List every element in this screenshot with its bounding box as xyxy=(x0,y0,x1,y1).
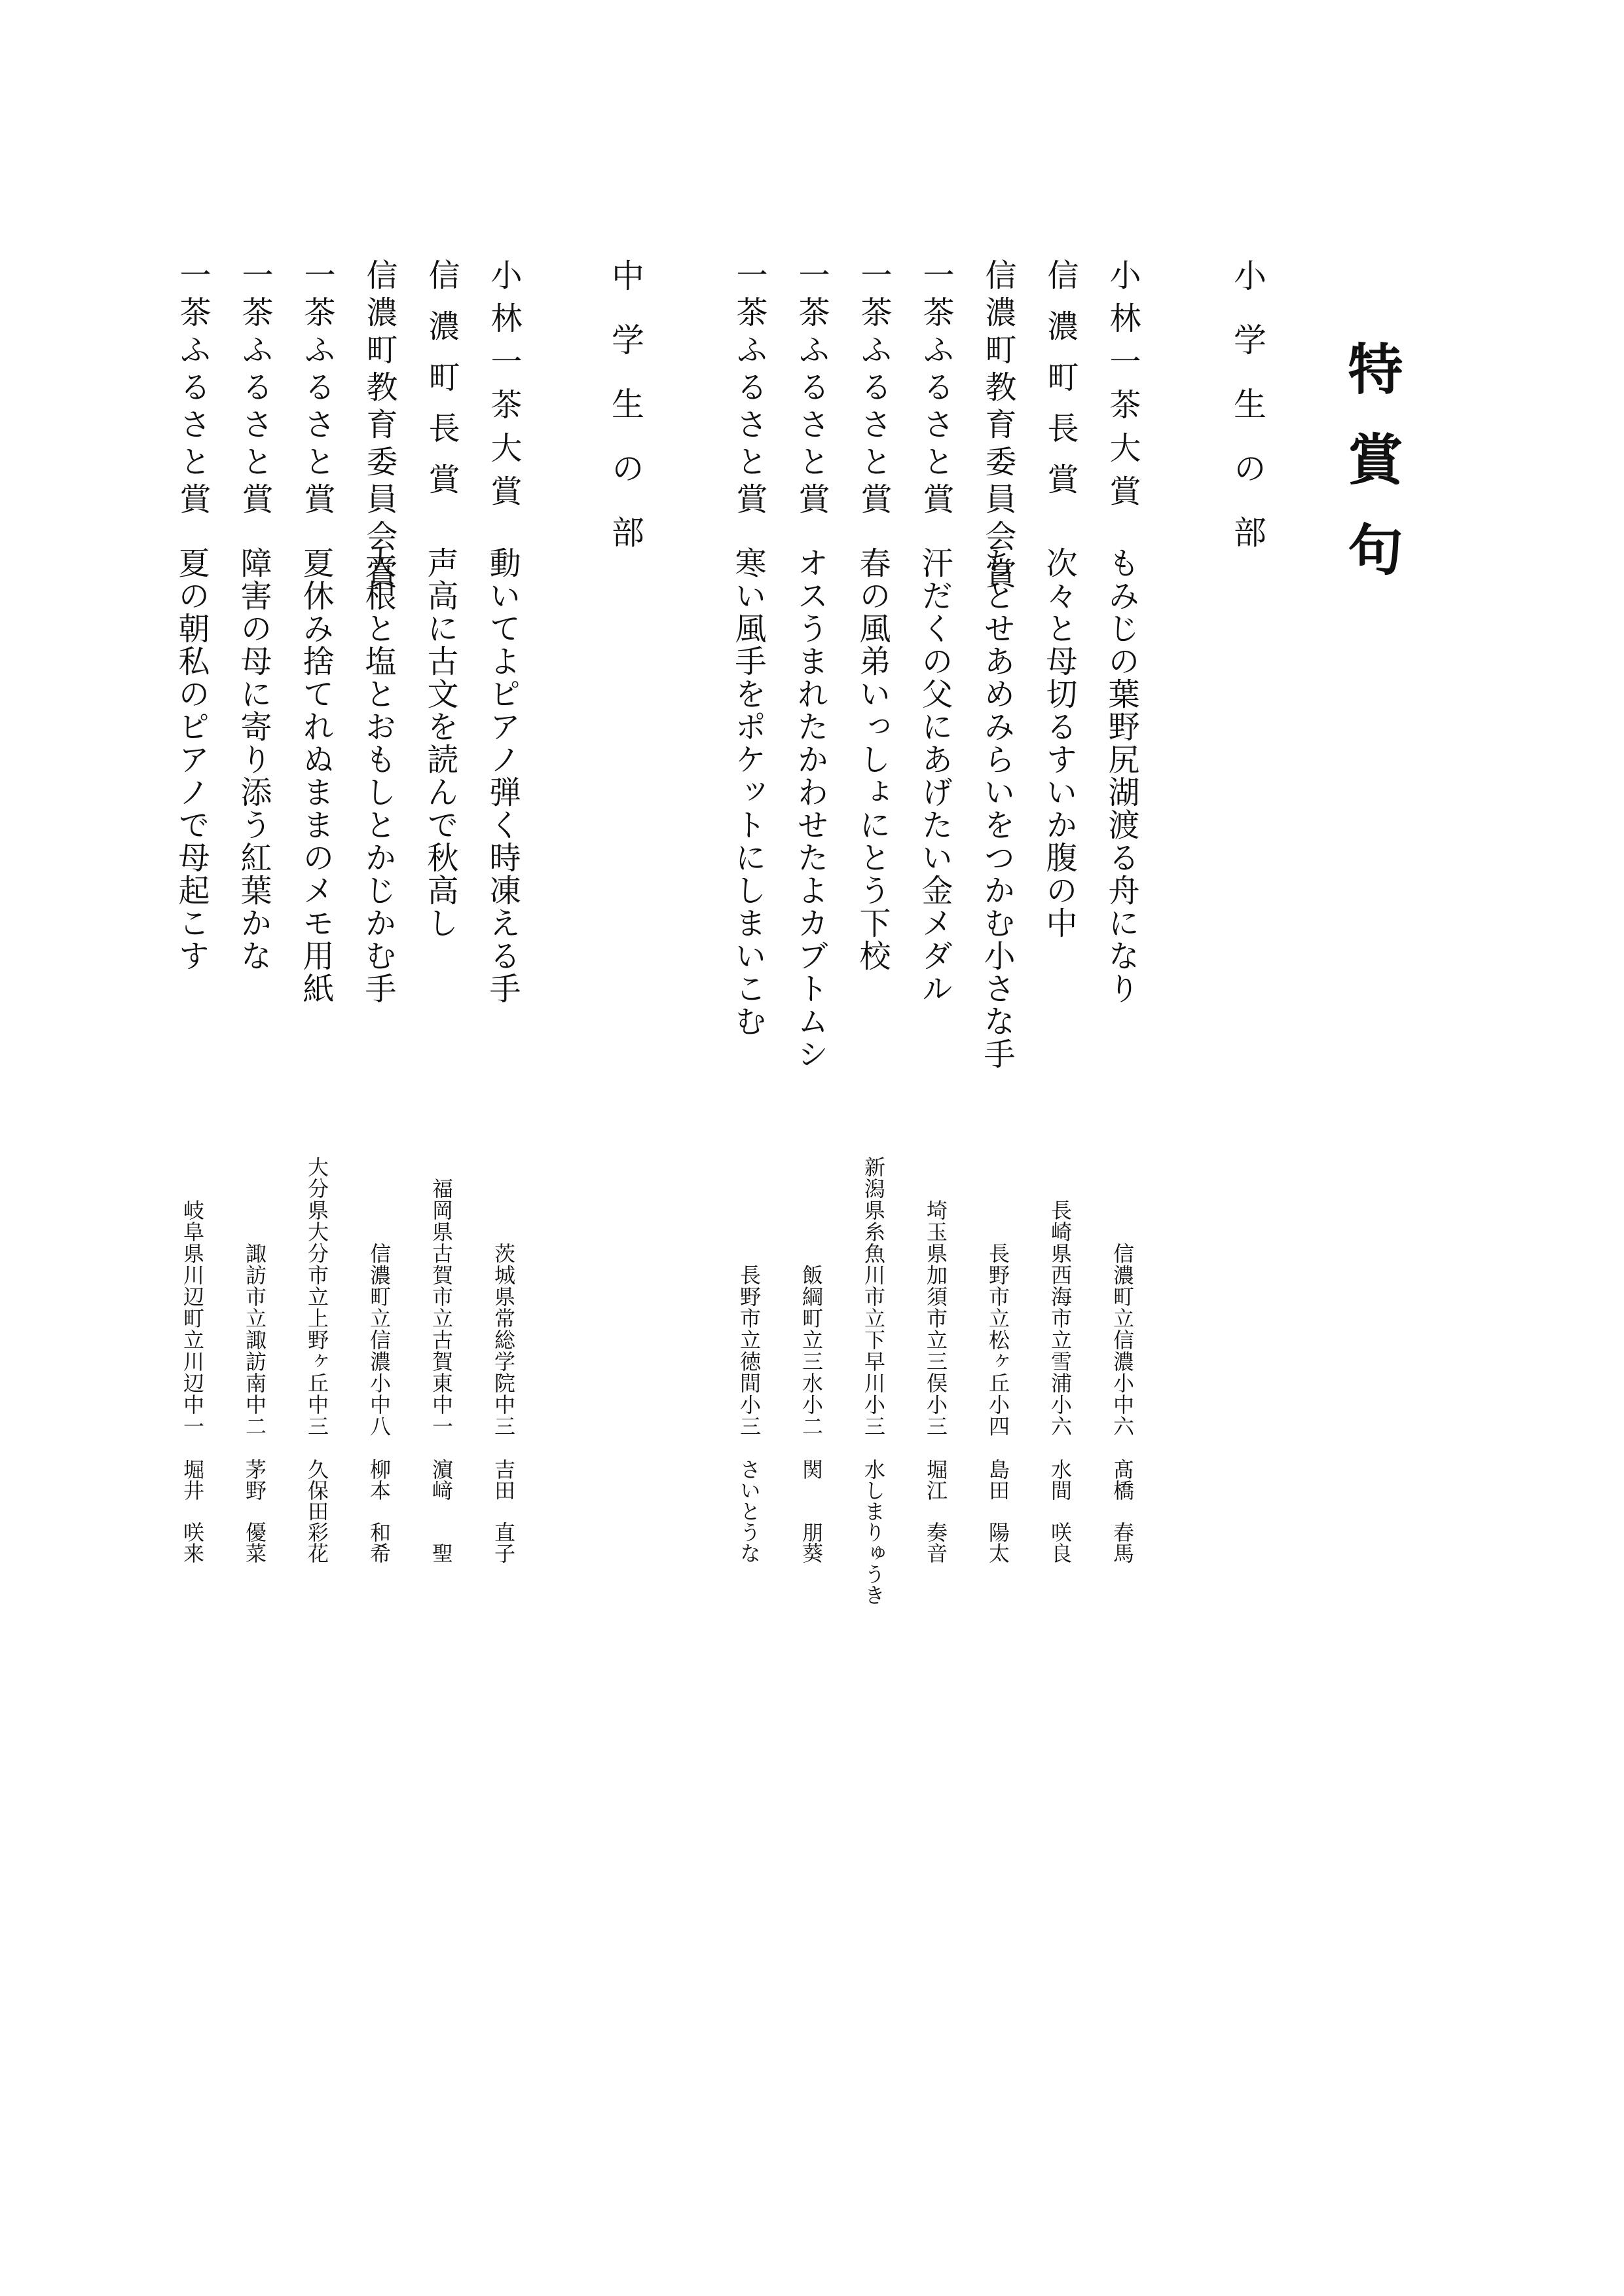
haiku-text: 声高に古文を読んで秋高し xyxy=(422,547,458,939)
school-name: 福岡県古賀市立古賀東中一 xyxy=(429,1178,454,1437)
award-name: 信濃町長賞 xyxy=(423,259,460,514)
school-name: 大分県大分市立上野ヶ丘中三 xyxy=(304,1156,329,1437)
school-name: 長野市立松ヶ丘小四 xyxy=(986,1243,1010,1437)
award-name: 一茶ふるさと賞 xyxy=(855,259,892,520)
section-heading-middle: 中学生の部 xyxy=(606,259,644,579)
award-name: 一茶ふるさと賞 xyxy=(174,259,211,520)
school-name: 新潟県糸魚川市立下早川小三 xyxy=(861,1156,886,1437)
author-name: 堀井 咲来 xyxy=(180,1459,205,1563)
author-name: さいとうな xyxy=(737,1459,762,1563)
school-name: 信濃町立信濃小中六 xyxy=(1110,1243,1135,1437)
award-name: 一茶ふるさと賞 xyxy=(299,259,335,520)
award-name: 信濃町教育委員会賞 xyxy=(361,259,397,594)
author-name: 吉田 直子 xyxy=(491,1459,516,1563)
author-name: 濵﨑 聖 xyxy=(429,1459,454,1563)
author-name: 茅野 優菜 xyxy=(242,1459,267,1563)
haiku-text: 夏休み捨てれぬままのメモ用紙 xyxy=(297,547,334,1005)
haiku-text: 障害の母に寄り添う紅葉かな xyxy=(235,547,272,972)
haiku-text: 次々と母切るすいか腹の中 xyxy=(1041,547,1077,939)
author-name: 久保田彩花 xyxy=(304,1459,329,1563)
award-name: 小林一茶大賞 xyxy=(485,259,522,518)
award-name: 小林一茶大賞 xyxy=(1104,259,1141,518)
section-heading-elementary: 小学生の部 xyxy=(1228,259,1266,579)
haiku-text: 春の風弟いっしょにとう下校 xyxy=(854,547,891,972)
author-name: 堀江 奏音 xyxy=(923,1459,948,1563)
school-name: 諏訪市立諏訪南中二 xyxy=(242,1243,267,1437)
school-name: 長崎県西海市立雪浦小六 xyxy=(1048,1199,1073,1437)
page-title: 特賞句 xyxy=(1339,340,1404,611)
award-name: 一茶ふるさと賞 xyxy=(731,259,767,520)
haiku-text: オスうまれたかわせたよカブトムシ xyxy=(792,547,828,1070)
award-name: 一茶ふるさと賞 xyxy=(236,259,273,520)
author-name: 柳本 和希 xyxy=(367,1459,392,1563)
award-name: 一茶ふるさと賞 xyxy=(793,259,830,520)
school-name: 信濃町立信濃小中八 xyxy=(367,1243,392,1437)
school-name: 茨城県常総学院中三 xyxy=(491,1243,516,1437)
haiku-text: 寒い風手をポケットにしまいこむ xyxy=(729,547,766,1038)
author-name: 水間 咲良 xyxy=(1048,1459,1073,1563)
haiku-text: 夏の朝私のピアノで母起こす xyxy=(173,547,210,972)
haiku-text: 大根と塩とおもしとかじかむ手 xyxy=(360,547,396,1005)
haiku-text: 動いてよピアノ弾く時凍える手 xyxy=(484,547,521,1005)
haiku-text: 汗だくの父にあげたい金メダル xyxy=(916,547,953,1005)
author-name: 髙橋 春馬 xyxy=(1110,1459,1135,1563)
award-name: 信濃町教育委員会賞 xyxy=(980,259,1016,594)
school-name: 埼玉県加須市立三俣小三 xyxy=(923,1199,948,1437)
school-name: 飯綱町立三水小二 xyxy=(799,1264,824,1437)
author-name: 水しまりゅうき xyxy=(861,1459,886,1605)
school-name: 岐阜県川辺町立川辺中一 xyxy=(180,1199,205,1437)
school-name: 長野市立徳間小三 xyxy=(737,1264,762,1437)
author-name: 島田 陽太 xyxy=(986,1459,1010,1563)
award-name: 信濃町長賞 xyxy=(1042,259,1079,514)
award-name: 一茶ふるさと賞 xyxy=(917,259,954,520)
haiku-text: ちとせあめみらいをつかむ小さな手 xyxy=(978,547,1015,1070)
haiku-text: もみじの葉野尻湖渡る舟になり xyxy=(1103,547,1139,1005)
author-name: 関 朋葵 xyxy=(799,1459,824,1563)
